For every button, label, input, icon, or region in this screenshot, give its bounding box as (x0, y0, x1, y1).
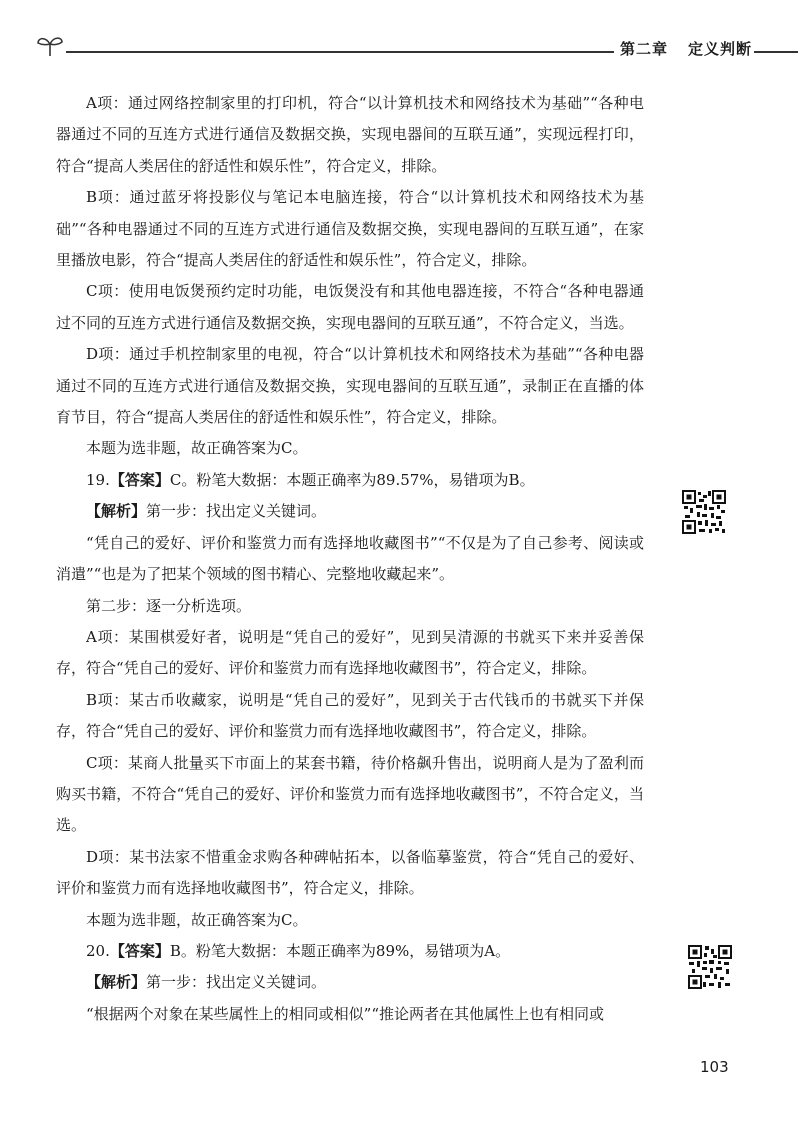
q20-keywords-paragraph: “根据两个对象在某些属性上的相同或相似”“推论两者在其他属性上也有相同或 (86, 1004, 605, 1023)
q19-conclusion-paragraph: 本题为选非题，故正确答案为C。 (86, 910, 308, 929)
q19-option-d-paragraph: D项：某书法家不惜重金求购各种碑帖拓本，以备临摹鉴赏，符合“凭自己的爱好、评价和鉴赏力而有选择地收藏图书”，符合定义，排除。 (56, 847, 644, 898)
q19-answer-line (56, 465, 644, 496)
q19-analysis-text: 第一步：找出定义关键词。 (146, 502, 327, 521)
q20-analysis-text: 第一步：找出定义关键词。 (146, 973, 327, 992)
page-body (56, 88, 644, 1030)
answer-tag: 【答案】 (109, 941, 170, 960)
option-a-paragraph: A项：通过网络控制家里的打印机，符合“以计算机技术和网络技术为基础”“各种电器通过不同的互连方式进行通信及数据交换，实现电器间的互联互通”，实现远程打印，符合“提高人类居住的舒适性和娱乐性”，符合定义，排除。 (56, 94, 644, 175)
q19-option-a-paragraph: A项：某围棋爱好者，说明是“凭自己的爱好”，见到吴清源的书就买下来并妥善保存，符合“凭自己的爱好、评价和鉴赏力而有选择地收藏图书”，符合定义，排除。 (56, 627, 644, 678)
q19-step2-paragraph: 第二步：逐一分析选项。 (86, 596, 252, 615)
q19-keywords-paragraph: “凭自己的爱好、评价和鉴赏力而有选择地收藏图书”“不仅是为了自己参考、阅读或消遣”“也是为了把某个领域的图书精心、完整地收藏起来”。 (56, 533, 644, 584)
analysis-tag: 【解析】 (86, 502, 147, 521)
option-c-paragraph: C项：使用电饭煲预约定时功能，电饭煲没有和其他电器连接，不符合“各种电器通过不同的互连方式进行通信及数据交换，实现电器间的互联互通”，不符合定义，当选。 (56, 282, 644, 332)
header-rule (66, 51, 614, 53)
q20-analysis-line (56, 967, 644, 998)
q20-answer-line (56, 936, 644, 967)
option-b-paragraph: B项：通过蓝牙将投影仪与笔记本电脑连接，符合“以计算机技术和网络技术为基础”“各种电器通过不同的互连方式进行通信及数据交换，实现电器间的互联互通”，在家里播放电影，符合“提高人类居住的舒适性和娱乐性”，符合定义，排除。 (56, 188, 644, 270)
qr-code-icon[interactable] (682, 490, 726, 534)
option-d-paragraph: D项：通过手机控制家里的电视，符合“以计算机技术和网络技术为基础”“各种电器通过不同的互连方式进行通信及数据交换，实现电器间的互联互通”，录制正在直播的体育节目，符合“提高人类居住的舒适性和娱乐性”，符合定义，排除。 (56, 345, 644, 427)
sprout-icon (36, 34, 64, 62)
qr-code-icon[interactable] (688, 945, 732, 989)
page-number: 103 (700, 1058, 729, 1076)
q19-option-c-paragraph: C项：某商人批量买下市面上的某套书籍，待价格飙升售出，说明商人是为了盈利而购买书籍，不符合“凭自己的爱好、评价和鉴赏力而有选择地收藏图书”，不符合定义，当选。 (56, 753, 644, 835)
answer-tag: 【答案】 (109, 470, 170, 489)
q20-number: 20. (86, 941, 110, 960)
page-header (36, 34, 796, 64)
q19-number: 19. (86, 470, 110, 489)
q19-option-b-paragraph: B项：某古币收藏家，说明是“凭自己的爱好”，见到关于古代钱币的书就买下并保存，符合“凭自己的爱好、评价和鉴赏力而有选择地收藏图书”，符合定义，排除。 (56, 690, 644, 741)
chapter-label: 第二章 (620, 40, 669, 58)
header-rule-tail (754, 51, 798, 53)
analysis-tag: 【解析】 (86, 973, 147, 992)
chapter-title: 定义判断 (688, 40, 753, 58)
q19-answer-text: C。粉笔大数据：本题正确率为89.57%，易错项为B。 (169, 470, 535, 489)
q20-answer-text: B。粉笔大数据：本题正确率为89%，易错项为A。 (169, 941, 511, 960)
conclusion-paragraph: 本题为选非题，故正确答案为C。 (86, 439, 308, 458)
q19-analysis-line (56, 496, 644, 527)
